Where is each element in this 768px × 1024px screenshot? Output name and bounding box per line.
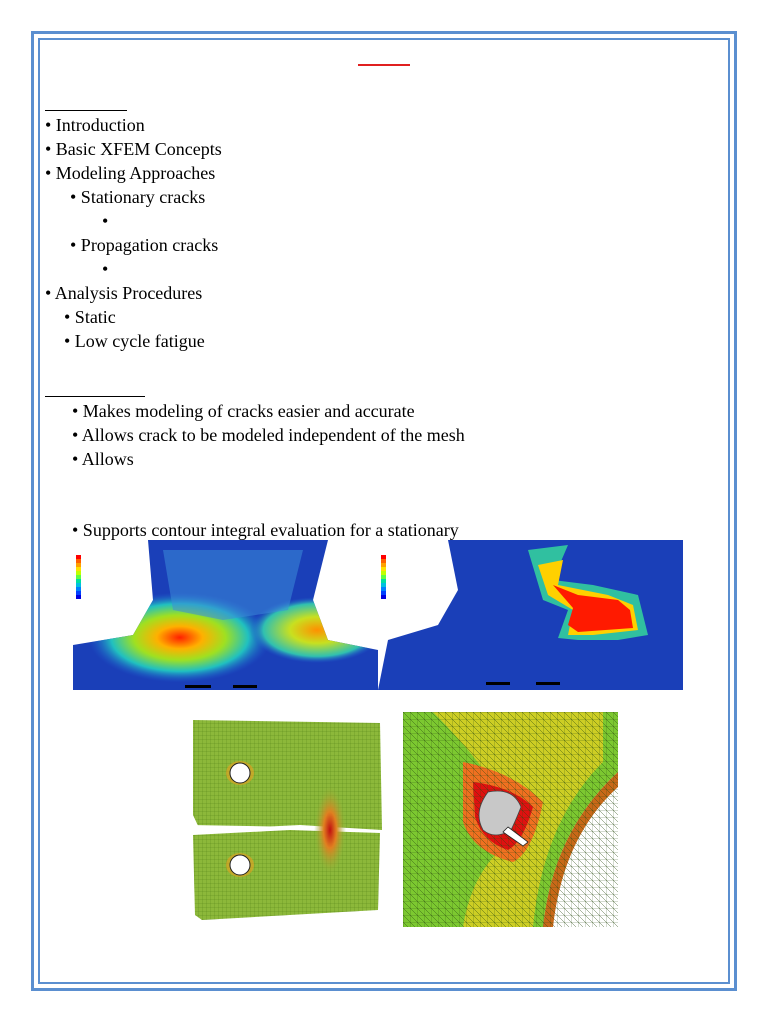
outline-item: • Introduction [45,115,145,135]
outline-item: • [102,259,109,279]
outline-item: • Analysis Procedures [45,283,203,303]
specimen-mesh-figure [190,715,390,925]
contour-plot-right [378,540,683,690]
feature-item: • Makes modeling of cracks easier and accurate [72,401,415,421]
outline-item: • [102,211,109,231]
outline-item: • Basic XFEM Concepts [45,139,222,159]
outline-item: • Stationary cracks [70,187,206,207]
outline-item: • Static [64,307,116,327]
outline-item: • Modeling Approaches [45,163,216,183]
feature-item: • Supports contour integral evaluation for a stationary [72,520,459,540]
feature-item: • Allows crack to be modeled independent of the mesh [72,425,465,445]
feature-item: • Allows [72,449,134,469]
outline-item: • Low cycle fatigue [64,331,205,351]
features-heading-underline [45,396,145,397]
contour-plot-left [73,540,378,690]
crack-tip-mesh-figure [403,712,618,927]
title-underline [358,64,410,66]
outline-item: • Propagation cracks [70,235,219,255]
outline-heading-underline [45,110,127,111]
